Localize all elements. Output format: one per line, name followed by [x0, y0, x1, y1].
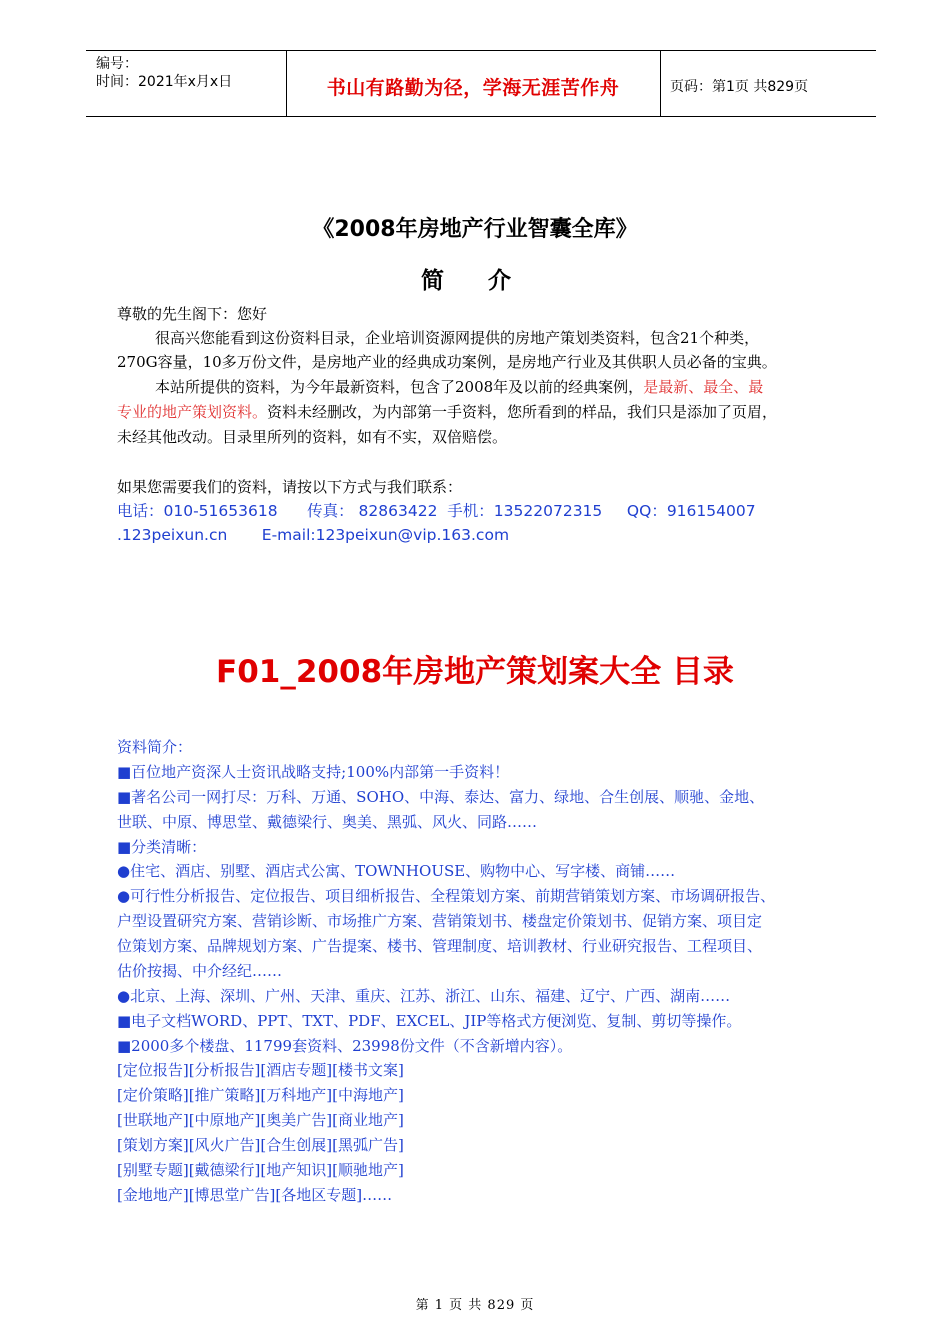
category-link-row[interactable]: [定价策略][推广策略][万科地产][中海地产] [117, 1086, 404, 1104]
catalog-line: ●住宅、酒店、别墅、酒店式公寓、TOWNHOUSE、购物中心、写字楼、商铺…… [117, 862, 676, 880]
category-link-row[interactable]: [世联地产][中原地产][奥美广告][商业地产] [117, 1111, 404, 1129]
category-link-row[interactable]: [别墅专题][戴德梁行][地产知识][顺驰地产] [117, 1161, 404, 1179]
catalog-line: ●可行性分析报告、定位报告、项目细析报告、全程策划方案、前期营销策划方案、市场调研报告、 [117, 887, 776, 905]
header-meta-cell [86, 51, 287, 116]
catalog-line: 位策划方案、品牌规划方案、广告提案、楼书、管理制度、培训教材、行业研究报告、工程项目、 [117, 937, 763, 955]
para2-line2-text: 资料未经删改，为内部第一手资料，您所看到的样品，我们只是添加了页眉， [267, 403, 778, 421]
para1-line1: 很高兴您能看到这份资料目录，企业培训资源网提供的房地产策划类资料，包含21个种类， [155, 329, 760, 347]
header-page-info: 页码：第1页 共829页 [670, 79, 809, 95]
catalog-line: 户型设置研究方案、营销诊断、市场推广方案、营销策划书、楼盘定价策划书、促销方案、项目定 [117, 912, 763, 930]
para2-line2 [117, 400, 847, 425]
category-link-row[interactable]: [金地地产][博思堂广告][各地区专题]…… [117, 1186, 393, 1204]
page-header [86, 50, 876, 117]
para2-line1 [155, 375, 885, 400]
catalog-title: F01_2008年房地产策划案大全 目录 [216, 654, 734, 690]
catalog-line: 世联、中原、博思堂、戴德梁行、奥美、黑弧、风火、同路…… [117, 813, 538, 831]
catalog-line: ■百位地产资深人士资讯战略支持;100%内部第一手资料！ [117, 763, 510, 781]
contact-line2: .123peixun.cn E-mail:123peixun@vip.163.com [117, 526, 510, 544]
para2-line1-text: 本站所提供的资料，为今年最新资料，包含了2008年及以前的经典案例， [155, 378, 644, 396]
contact-line1: 电话：010-51653618 传真： 82863422 手机：13522072315 QQ：916154007 [117, 502, 756, 520]
header-motto: 书山有路勤为径，学海无涯苦作舟 [326, 77, 620, 99]
contact-intro: 如果您需要我们的资料，请按以下方式与我们联系： [117, 478, 463, 496]
header-motto-cell [286, 51, 661, 116]
para1-line2: 270G容量，10多万份文件，是房地产业的经典成功案例，是房地产行业及其供职人员必备的宝典。 [117, 353, 777, 371]
para2-line1-highlight: 是最新、最全、最 [643, 378, 764, 396]
greeting: 尊敬的先生阁下：您好 [117, 305, 268, 323]
para2-line2-highlight: 专业的地产策划资料。 [117, 403, 268, 421]
doc-title: 《2008年房地产行业智囊全库》 [312, 217, 638, 242]
para2-line3: 未经其他改动。目录里所列的资料，如有不实，双倍赔偿。 [117, 428, 508, 446]
category-link-row[interactable]: [定位报告][分析报告][酒店专题][楼书文案] [117, 1061, 404, 1079]
page-footer: 第 1 页 共 829 页 [415, 1298, 535, 1313]
header-time-label: 时间：2021年x月x日 [96, 74, 233, 90]
catalog-line: 估价按揭、中介经纪…… [117, 962, 283, 980]
catalog-line: ■分类清晰： [117, 838, 207, 856]
category-link-row[interactable]: [策划方案][风火广告][合生创展][黑弧广告] [117, 1136, 404, 1154]
catalog-line: ■电子文档WORD、PPT、TXT、PDF、EXCEL、JIP等格式方便浏览、复制、剪切等操作。 [117, 1012, 742, 1030]
doc-subtitle: 简 介 [420, 268, 529, 294]
header-page-cell [660, 51, 876, 116]
header-number-label: 编号： [96, 56, 138, 72]
catalog-line: ■著名公司一网打尽：万科、万通、SOHO、中海、泰达、富力、绿地、合生创展、顺驰、金地、 [117, 788, 765, 806]
catalog-line: 资料简介： [117, 738, 193, 756]
catalog-line: ●北京、上海、深圳、广州、天津、重庆、江苏、浙江、山东、福建、辽宁、广西、湖南…… [117, 987, 731, 1005]
catalog-line: ■2000多个楼盘、11799套资料、23998份文件（不含新增内容）。 [117, 1037, 573, 1055]
